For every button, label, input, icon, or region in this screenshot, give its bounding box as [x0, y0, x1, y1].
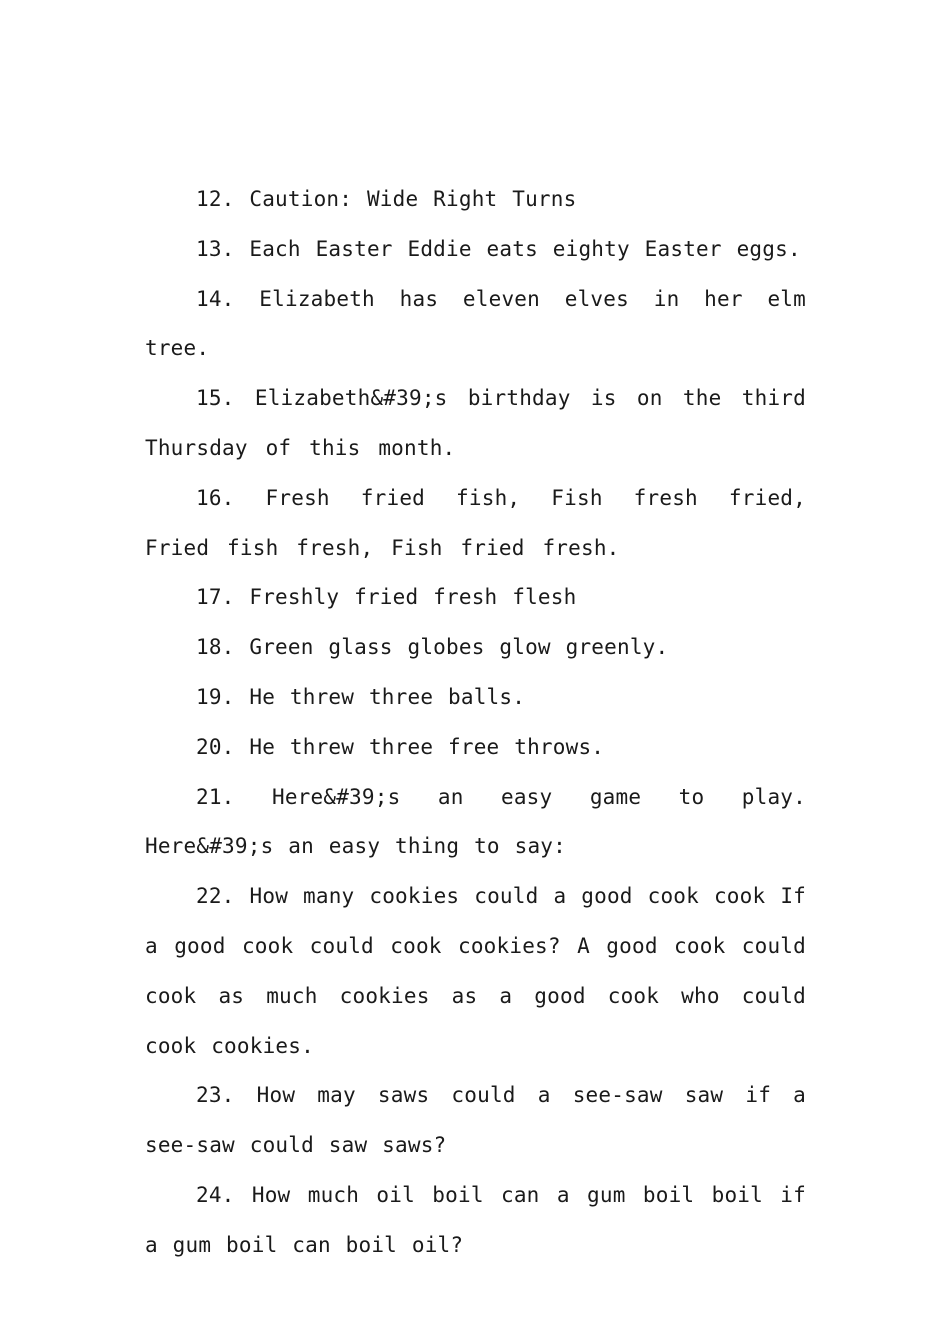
- paragraph-23: 23. How may saws could a see-saw saw if a see-saw could saw saws?: [145, 1083, 806, 1158]
- paragraph-15: 15. Elizabeth&#39;s birthday is on the third Thursday of this month.: [145, 386, 806, 460]
- paragraph-19: 19. He threw three balls.: [196, 684, 526, 709]
- paragraph-24: 24. How much oil boil can a gum boil boil if a gum boil can boil oil?: [145, 1182, 806, 1257]
- paragraph-17: 17. Freshly fried fresh flesh: [196, 585, 577, 610]
- paragraph-12: 12. Caution: Wide Right Turns: [196, 187, 577, 211]
- document-body: [145, 175, 806, 1271]
- paragraph-20: 20. He threw three free throws.: [196, 734, 605, 759]
- paragraph-21: 21. Here&#39;s an easy game to play. Here&#39;s an easy thing to say:: [145, 784, 806, 859]
- paragraph-22: 22. How many cookies could a good cook cook If a good cook could cook cookies? A good cook could cook as much cookies as a good cook who could cook cookies.: [145, 884, 806, 1058]
- paragraph-16: 16. Fresh fried fish, Fish fresh fried, Fried fish fresh, Fish fried fresh.: [145, 485, 806, 560]
- paragraph-14: 14. Elizabeth has eleven elves in her elm tree.: [145, 286, 806, 361]
- paragraph-13: 13. Each Easter Eddie eats eighty Easter eggs.: [196, 236, 801, 261]
- paragraph-18: 18. Green glass globes glow greenly.: [196, 635, 669, 660]
